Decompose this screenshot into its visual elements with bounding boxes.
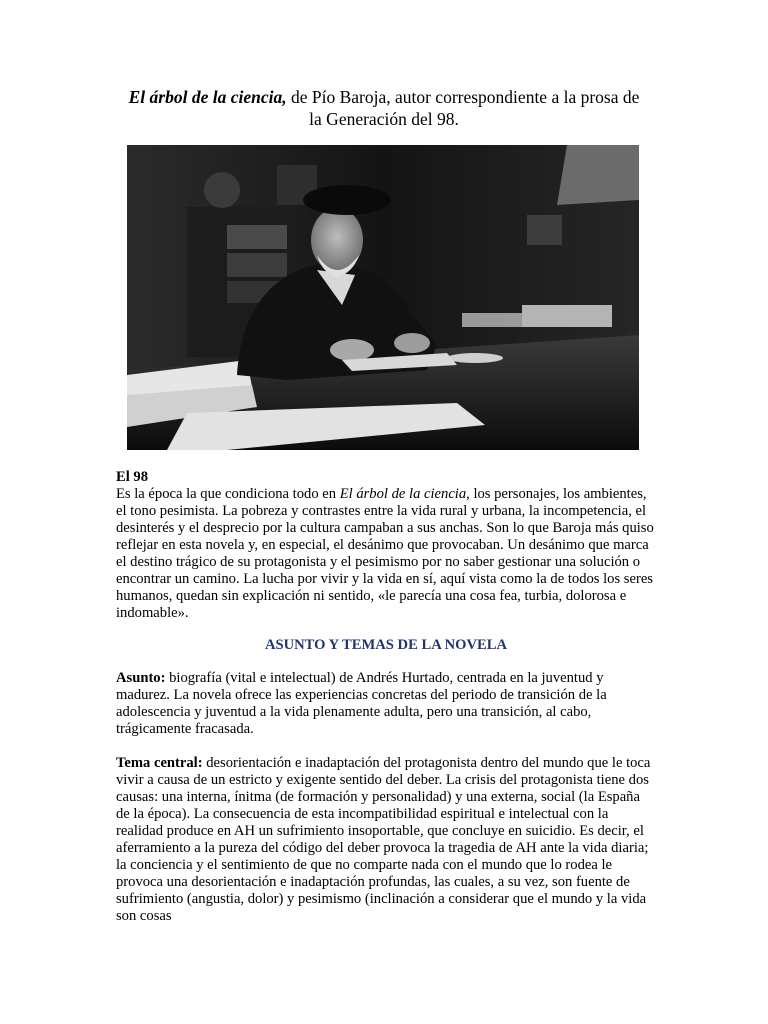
tema-label: Tema central: <box>116 755 203 771</box>
section-98-heading: El 98 <box>116 469 149 485</box>
asunto-text: biografía (vital e intelectual) de Andrés Hurtado, centrada en la juventud y madurez. La novela ofrece las experiencias concretas del periodo de transición de la adolescencia y juventud a la vida plenamente adulta, pero una transición, al cabo, trágicamente fracasada. <box>116 670 607 737</box>
document-title <box>110 86 658 130</box>
title-line2: la Generación del 98. <box>309 109 459 129</box>
author-portrait-photo <box>127 145 639 450</box>
section-98-book-title: El árbol de la ciencia <box>339 486 467 502</box>
asunto-paragraph <box>116 670 656 738</box>
section-el-98 <box>116 469 656 622</box>
tema-central-paragraph <box>116 755 656 925</box>
section-98-paragraph <box>116 486 656 622</box>
section-98-text-a: Es la época la que condiciona todo en <box>116 486 340 502</box>
book-title: El árbol de la ciencia, <box>128 87 287 107</box>
section-asunto-heading: ASUNTO Y TEMAS DE LA NOVELA <box>264 637 508 653</box>
section-98-text-b: , los personajes, los ambientes, el tono pesimista. La pobreza y contrastes entre la vida rural y urbana, la incompetencia, el desinterés y el desprecio por la cultura campaban a sus anchas. Son lo que Baroja más quiso reflejar en esta novela y, en especial, el desánimo que provocaban. Un desánimo que marca el destino trágico de su protagonista y el pesimismo por no saber gestionar una solución o encontrar un camino. La lucha por vivir y la vida en sí, aquí vista como la de todos los seres humanos, quedan sin explicación ni sentido, «le parecía una cosa fea, turbia, dolorosa e indomable». <box>116 486 654 621</box>
tema-text: desorientación e inadaptación del protagonista dentro del mundo que le toca vivir a causa de un estricto y exigente sentido del deber. La crisis del protagonista tiene dos causas: una interna, ínitma (de formación y personalidad) y una externa, social (la España de la época). La consecuencia de esta incompatibilidad espiritual e intelectual con la realidad produce en AH un sufrimiento insoportable, que concluye en suicidio. Es decir, el aferramiento a la pureza del código del deber provoca la tragedia de AH ante la vida diaria; la conciencia y el sentimiento de que no comparte nada con el mundo que lo rodea le provoca una desorientación e inadaptación profundas, las cuales, a su vez, son fuente de sufrimiento (angustia, dolor) y pesimismo (inclinación a considerar que el mundo y la vida son cosas <box>116 755 651 924</box>
asunto-label: Asunto: <box>116 670 166 686</box>
title-line1-rest: de Pío Baroja, autor correspondiente a la prosa de <box>286 87 640 107</box>
portrait-photo-icon <box>127 145 639 450</box>
